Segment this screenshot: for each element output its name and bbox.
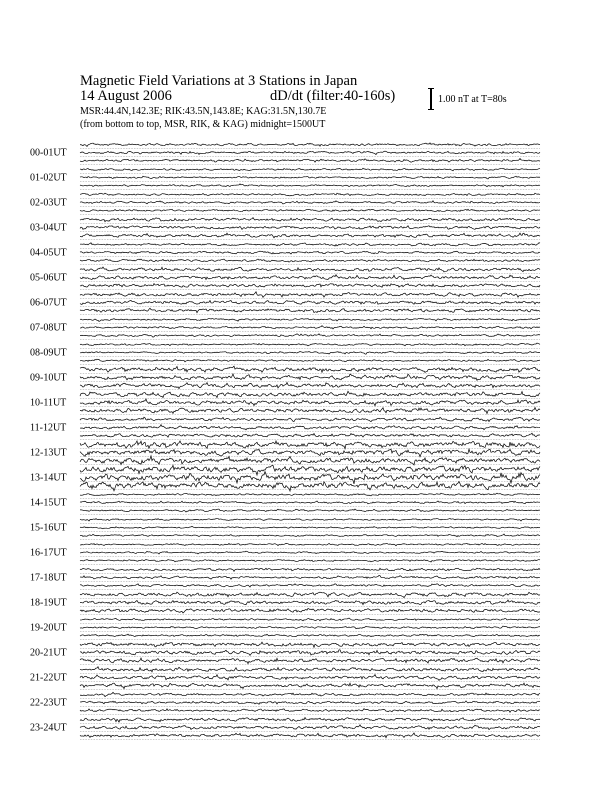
trace-msr bbox=[80, 658, 540, 664]
row-00-01UT bbox=[30, 143, 540, 165]
row-01-02UT bbox=[30, 168, 540, 189]
trace-rik bbox=[80, 176, 540, 179]
trace-msr bbox=[80, 334, 540, 337]
trace-msr bbox=[80, 284, 540, 288]
row-02-03UT bbox=[30, 193, 540, 214]
row-04-05UT bbox=[30, 243, 540, 265]
row-label: 06-07UT bbox=[30, 297, 67, 309]
trace-rik bbox=[80, 374, 540, 380]
trace-msr bbox=[80, 233, 540, 238]
trace-msr bbox=[80, 584, 540, 587]
trace-rik bbox=[80, 600, 540, 605]
trace-rik bbox=[80, 251, 540, 254]
row-label: 01-02UT bbox=[30, 172, 67, 184]
trace-msr bbox=[80, 308, 540, 313]
trace-rik bbox=[80, 701, 540, 704]
trace-kag bbox=[80, 193, 540, 196]
row-20-21UT bbox=[30, 642, 540, 664]
row-06-07UT bbox=[30, 292, 540, 315]
row-label: 23-24UT bbox=[30, 722, 67, 734]
trace-msr bbox=[80, 433, 540, 437]
trace-kag bbox=[80, 493, 540, 496]
trace-rik bbox=[80, 501, 540, 504]
row-label: 10-11UT bbox=[30, 397, 67, 409]
trace-msr bbox=[80, 634, 540, 637]
row-label: 08-09UT bbox=[30, 347, 67, 359]
row-label: 13-14UT bbox=[30, 472, 67, 484]
row-label: 14-15UT bbox=[30, 497, 67, 509]
trace-kag bbox=[80, 592, 540, 598]
trace-kag bbox=[80, 642, 540, 647]
trace-rik bbox=[80, 425, 540, 430]
trace-kag bbox=[80, 518, 540, 521]
trace-kag bbox=[80, 267, 540, 272]
rows-group bbox=[30, 143, 540, 740]
chart-title: Magnetic Field Variations at 3 Stations in Japan bbox=[80, 73, 358, 89]
trace-msr bbox=[80, 608, 540, 612]
chart-date: 14 August 2006 bbox=[80, 88, 172, 104]
row-21-22UT bbox=[30, 667, 540, 690]
trace-kag bbox=[80, 618, 540, 621]
trace-rik bbox=[80, 675, 540, 681]
trace-kag bbox=[80, 718, 540, 723]
trace-msr bbox=[80, 184, 540, 187]
row-07-08UT bbox=[30, 318, 540, 339]
trace-msr bbox=[80, 158, 540, 162]
trace-kag bbox=[80, 417, 540, 422]
trace-rik bbox=[80, 575, 540, 579]
trace-msr bbox=[80, 733, 540, 738]
trace-rik bbox=[80, 301, 540, 305]
row-15-16UT bbox=[30, 518, 540, 539]
row-label: 16-17UT bbox=[30, 547, 67, 559]
row-16-17UT bbox=[30, 543, 540, 564]
trace-kag bbox=[80, 667, 540, 672]
row-label: 04-05UT bbox=[30, 247, 67, 259]
row-label: 11-12UT bbox=[30, 422, 67, 434]
scale-bar-label: 1.00 nT at T=80s bbox=[438, 94, 507, 105]
trace-kag bbox=[80, 366, 540, 372]
trace-kag bbox=[80, 143, 540, 147]
trace-kag bbox=[80, 543, 540, 545]
row-label: 03-04UT bbox=[30, 222, 67, 234]
row-label: 00-01UT bbox=[30, 147, 67, 159]
trace-msr bbox=[80, 259, 540, 262]
station-coordinates: MSR:44.4N,142.3E; RIK:43.5N,143.8E; KAG:31.5N,130.7E bbox=[80, 106, 327, 117]
row-label: 05-06UT bbox=[30, 272, 67, 284]
chart-filter: dD/dt (filter:40-160s) bbox=[270, 88, 396, 104]
trace-rik bbox=[80, 151, 540, 154]
row-03-04UT bbox=[30, 218, 540, 240]
trace-kag bbox=[80, 318, 540, 321]
row-12-13UT bbox=[30, 441, 540, 465]
row-22-23UT bbox=[30, 692, 540, 714]
row-18-19UT bbox=[30, 592, 540, 614]
station-order-note: (from bottom to top, MSR, RIK, & KAG) midnight=1500UT bbox=[80, 119, 326, 130]
trace-msr bbox=[80, 382, 540, 388]
trace-rik bbox=[80, 551, 540, 554]
trace-msr bbox=[80, 683, 540, 689]
row-label: 07-08UT bbox=[30, 322, 67, 334]
trace-rik bbox=[80, 526, 540, 529]
row-08-09UT bbox=[30, 343, 540, 365]
row-label: 21-22UT bbox=[30, 672, 67, 684]
trace-kag bbox=[80, 441, 540, 449]
trace-kag bbox=[80, 343, 540, 346]
row-label: 19-20UT bbox=[30, 622, 67, 634]
trace-msr bbox=[80, 359, 540, 362]
row-label: 02-03UT bbox=[30, 197, 67, 209]
trace-rik bbox=[80, 399, 540, 406]
row-09-10UT bbox=[30, 366, 540, 389]
row-23-24UT bbox=[30, 718, 540, 740]
row-label: 12-13UT bbox=[30, 447, 67, 459]
trace-msr bbox=[80, 709, 540, 713]
trace-msr bbox=[80, 509, 540, 512]
row-14-15UT bbox=[30, 493, 540, 514]
trace-rik bbox=[80, 275, 540, 280]
row-label: 17-18UT bbox=[30, 572, 67, 584]
trace-kag bbox=[80, 391, 540, 397]
trace-rik bbox=[80, 449, 540, 457]
trace-rik bbox=[80, 226, 540, 230]
trace-rik bbox=[80, 650, 540, 656]
row-19-20UT bbox=[30, 618, 540, 639]
row-label: 15-16UT bbox=[30, 522, 67, 534]
trace-rik bbox=[80, 201, 540, 204]
trace-kag bbox=[80, 243, 540, 246]
row-label: 09-10UT bbox=[30, 372, 67, 384]
row-label: 20-21UT bbox=[30, 647, 67, 659]
trace-rik bbox=[80, 326, 540, 329]
row-10-11UT bbox=[30, 391, 540, 414]
trace-kag bbox=[80, 218, 540, 222]
row-13-14UT bbox=[30, 465, 540, 491]
trace-msr bbox=[80, 209, 540, 212]
row-label: 18-19UT bbox=[30, 597, 67, 609]
trace-rik bbox=[80, 351, 540, 354]
plot-frame bbox=[80, 140, 540, 740]
trace-kag bbox=[80, 692, 540, 696]
trace-msr bbox=[80, 456, 540, 465]
trace-kag bbox=[80, 168, 540, 171]
trace-kag bbox=[80, 568, 540, 571]
row-label: 22-23UT bbox=[30, 697, 67, 709]
row-11-12UT bbox=[30, 417, 540, 439]
row-17-18UT bbox=[30, 568, 540, 589]
trace-msr bbox=[80, 407, 540, 413]
trace-rik bbox=[80, 725, 540, 730]
trace-msr bbox=[80, 560, 540, 562]
trace-msr bbox=[80, 534, 540, 537]
trace-rik bbox=[80, 626, 540, 629]
trace-kag bbox=[80, 292, 540, 298]
row-05-06UT bbox=[30, 267, 540, 290]
